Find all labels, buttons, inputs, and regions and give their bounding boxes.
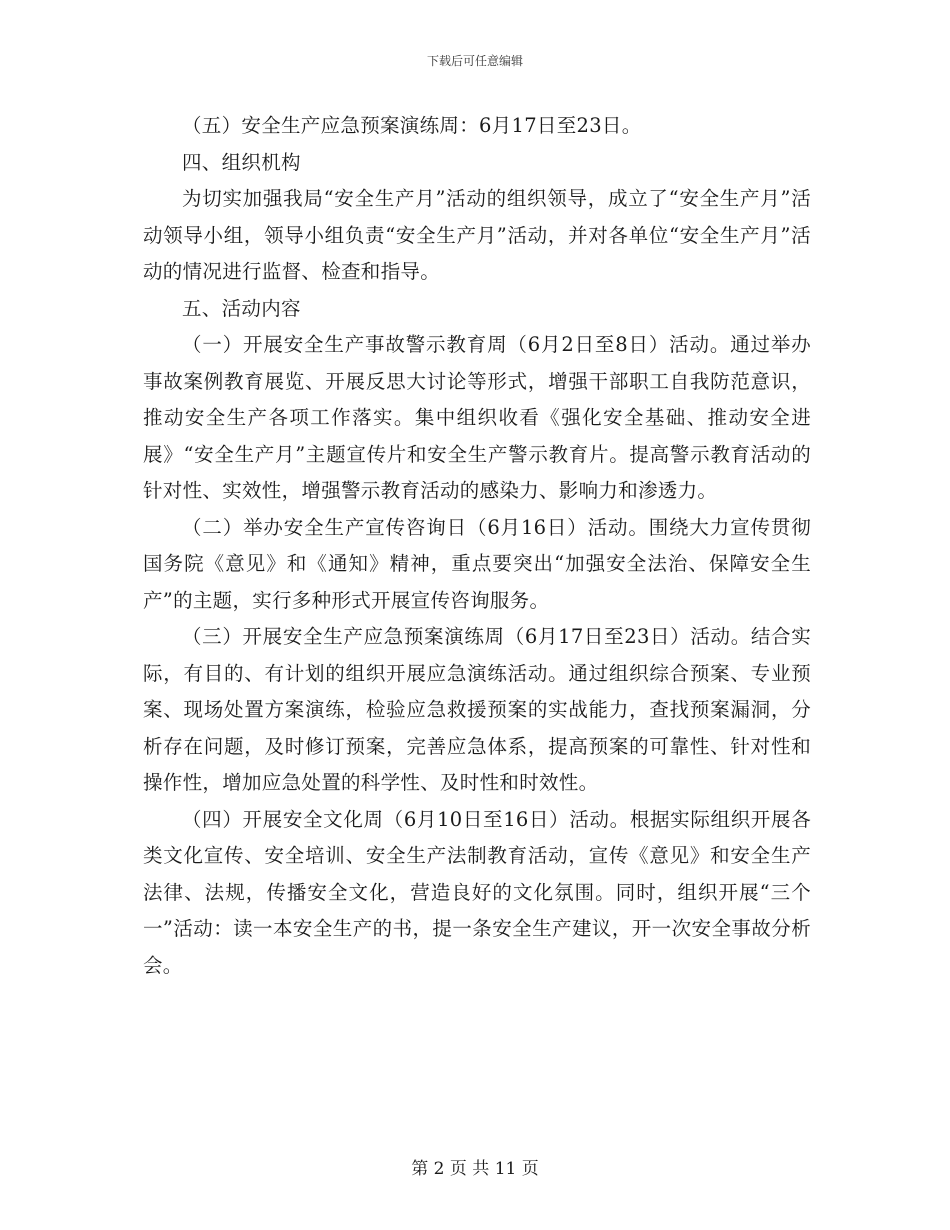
- heading-activities: 五、活动内容: [182, 296, 301, 320]
- paragraph-organization: 为切实加强我局“安全生产月”活动的组织领导，成立了“安全生产月”活动领导小组，领导小组负责“安全生产月”活动，并对各单位“安全生产月”活动的情况进行监督、检查和指导。: [143, 187, 811, 283]
- paragraph-emergency-drill-week: （三）开展安全生产应急预案演练周（6月17日至23日）活动。结合实际，有目的、有计划的组织开展应急演练活动。通过组织综合预案、专业预案、现场处置方案演练，检验应急救援预案的实战能力，查找预案漏洞，分析存在问题，及时修订预案，完善应急体系，提高预案的可靠性、针对性和操作性，增加应急处置的科学性、及时性和时效性。: [143, 625, 811, 794]
- paragraph-safety-culture-week: （四）开展安全文化周（6月10日至16日）活动。根据实际组织开展各类文化宣传、安全培训、安全生产法制教育活动，宣传《意见》和安全生产法律、法规，传播安全文化，营造良好的文化氛围。同时，组织开展“三个一”活动：读一本安全生产的书，提一条安全生产建议，开一次安全事故分析会。: [143, 807, 811, 977]
- page-number: 第 2 页 共 11 页: [411, 1159, 539, 1179]
- page-header: 下载后可任意编辑: [426, 54, 523, 68]
- paragraph-warning-education-week: （一）开展安全生产事故警示教育周（6月2日至8日）活动。通过举办事故案例教育展览、开展反思大讨论等形式，增强干部职工自我防范意识，推动安全生产各项工作落实。集中组织收看《强化安全基础、推动安全进展》“安全生产月”主题宣传片和安全生产警示教育片。提高警示教育活动的针对性、实效性，增强警示教育活动的感染力、影响力和渗透力。: [143, 333, 811, 502]
- heading-organization: 四、组织机构: [182, 150, 301, 174]
- paragraph-consultation-day: （二）举办安全生产宣传咨询日（6月16日）活动。围绕大力宣传贯彻国务院《意见》和《通知》精神，重点要突出“加强安全法治、保障安全生产”的主题，实行多种形式开展宣传咨询服务。: [143, 515, 811, 612]
- paragraph-drill-week-item: （五）安全生产应急预案演练周：6月17日至23日。: [182, 114, 642, 137]
- document-body: [143, 108, 811, 984]
